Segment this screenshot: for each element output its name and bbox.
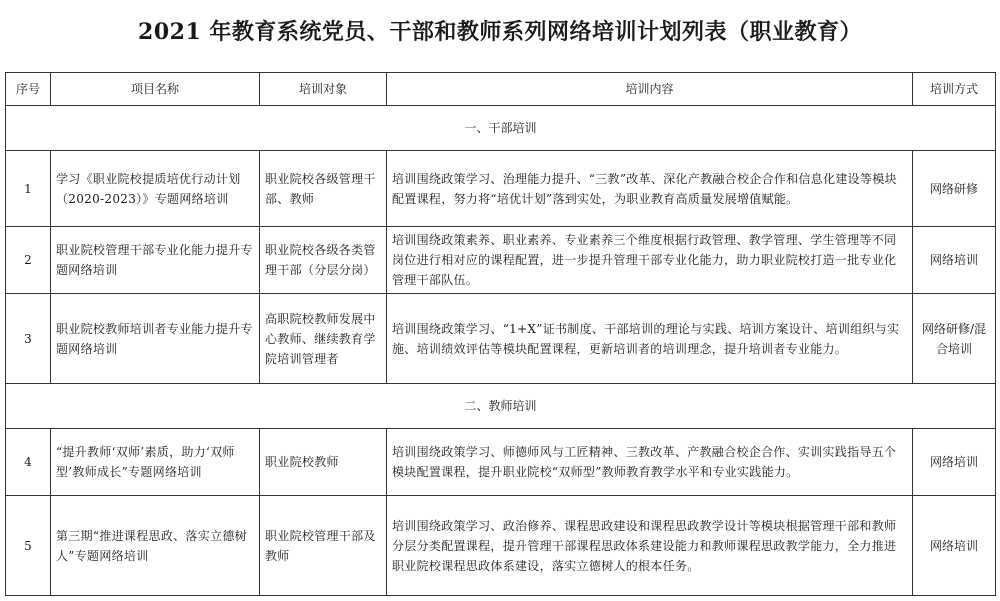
cell-content: 培训围绕政策学习、师德师风与工匠精神、三教改革、产教融合校企合作、实训实践指导五个模块配置课程，提升职业院校“双师型”教师教育教学水平和专业实践能力。 xyxy=(387,429,913,496)
header-content: 培训内容 xyxy=(387,73,913,106)
cell-no: 3 xyxy=(6,294,51,384)
cell-project-name: 职业院校管理干部专业化能力提升专题网络培训 xyxy=(51,227,260,294)
table-header xyxy=(6,73,996,106)
cell-content: 培训围绕政策学习、“1+X”证书制度、干部培训的理论与实践、培训方案设计、培训组织与实施、培训绩效评估等模块配置课程，更新培训者的培训理念，提升培训者专业能力。 xyxy=(387,294,913,384)
cell-project-name: 学习《职业院校提质培优行动计划（2020-2023）》专题网络培训 xyxy=(51,151,260,227)
cell-project-name: “提升教师‘双师’素质，助力‘双师型’教师成长”专题网络培训 xyxy=(51,429,260,496)
table-body xyxy=(6,106,996,596)
section-row-cadre xyxy=(6,106,996,151)
cell-project-name: 第三期“推进课程思政、落实立德树人”专题网络培训 xyxy=(51,496,260,596)
cell-content: 培训围绕政策素养、职业素养、专业素养三个维度根据行政管理、教学管理、学生管理等不同岗位进行相对应的课程配置，进一步提升管理干部专业化能力，助力职业院校打造一批专业化管理干部队伍。 xyxy=(387,227,913,294)
cell-audience: 职业院校教师 xyxy=(260,429,387,496)
section-row-teacher xyxy=(6,384,996,429)
cell-mode: 网络培训 xyxy=(913,227,996,294)
cell-audience: 职业院校各级管理干部、教师 xyxy=(260,151,387,227)
header-row xyxy=(6,73,996,106)
document-title: 2021 年教育系统党员、干部和教师系列网络培训计划列表（职业教育） xyxy=(138,19,862,45)
cell-content: 培训围绕政策学习、政治修养、课程思政建设和课程思政教学设计等模块根据管理干部和教师分层分类配置课程，提升管理干部课程思政体系建设能力和教师课程思政教学能力，全力推进职业院校课程思政体系建设，落实立德树人的根本任务。 xyxy=(387,496,913,596)
cell-audience: 高职院校教师发展中心教师、继续教育学院培训管理者 xyxy=(260,294,387,384)
header-mode: 培训方式 xyxy=(913,73,996,106)
cell-no: 4 xyxy=(6,429,51,496)
training-plan-table xyxy=(5,72,996,596)
header-audience: 培训对象 xyxy=(260,73,387,106)
table-row xyxy=(6,496,996,596)
section-title: 二、教师培训 xyxy=(6,384,996,429)
cell-project-name: 职业院校教师培训者专业能力提升专题网络培训 xyxy=(51,294,260,384)
cell-no: 5 xyxy=(6,496,51,596)
section-title: 一、干部培训 xyxy=(6,106,996,151)
header-project-name: 项目名称 xyxy=(51,73,260,106)
cell-mode: 网络研修/混合培训 xyxy=(913,294,996,384)
cell-no: 2 xyxy=(6,227,51,294)
cell-mode: 网络培训 xyxy=(913,429,996,496)
table-row xyxy=(6,294,996,384)
cell-content: 培训围绕政策学习、治理能力提升、“三教”改革、深化产教融合校企合作和信息化建设等模块配置课程，努力将“培优计划”落到实处，为职业教育高质量发展增值赋能。 xyxy=(387,151,913,227)
cell-audience: 职业院校各级各类管理干部（分层分岗） xyxy=(260,227,387,294)
table-row xyxy=(6,429,996,496)
table-row xyxy=(6,227,996,294)
cell-mode: 网络研修 xyxy=(913,151,996,227)
table-row xyxy=(6,151,996,227)
cell-no: 1 xyxy=(6,151,51,227)
header-no: 序号 xyxy=(6,73,51,106)
cell-mode: 网络培训 xyxy=(913,496,996,596)
cell-audience: 职业院校管理干部及教师 xyxy=(260,496,387,596)
